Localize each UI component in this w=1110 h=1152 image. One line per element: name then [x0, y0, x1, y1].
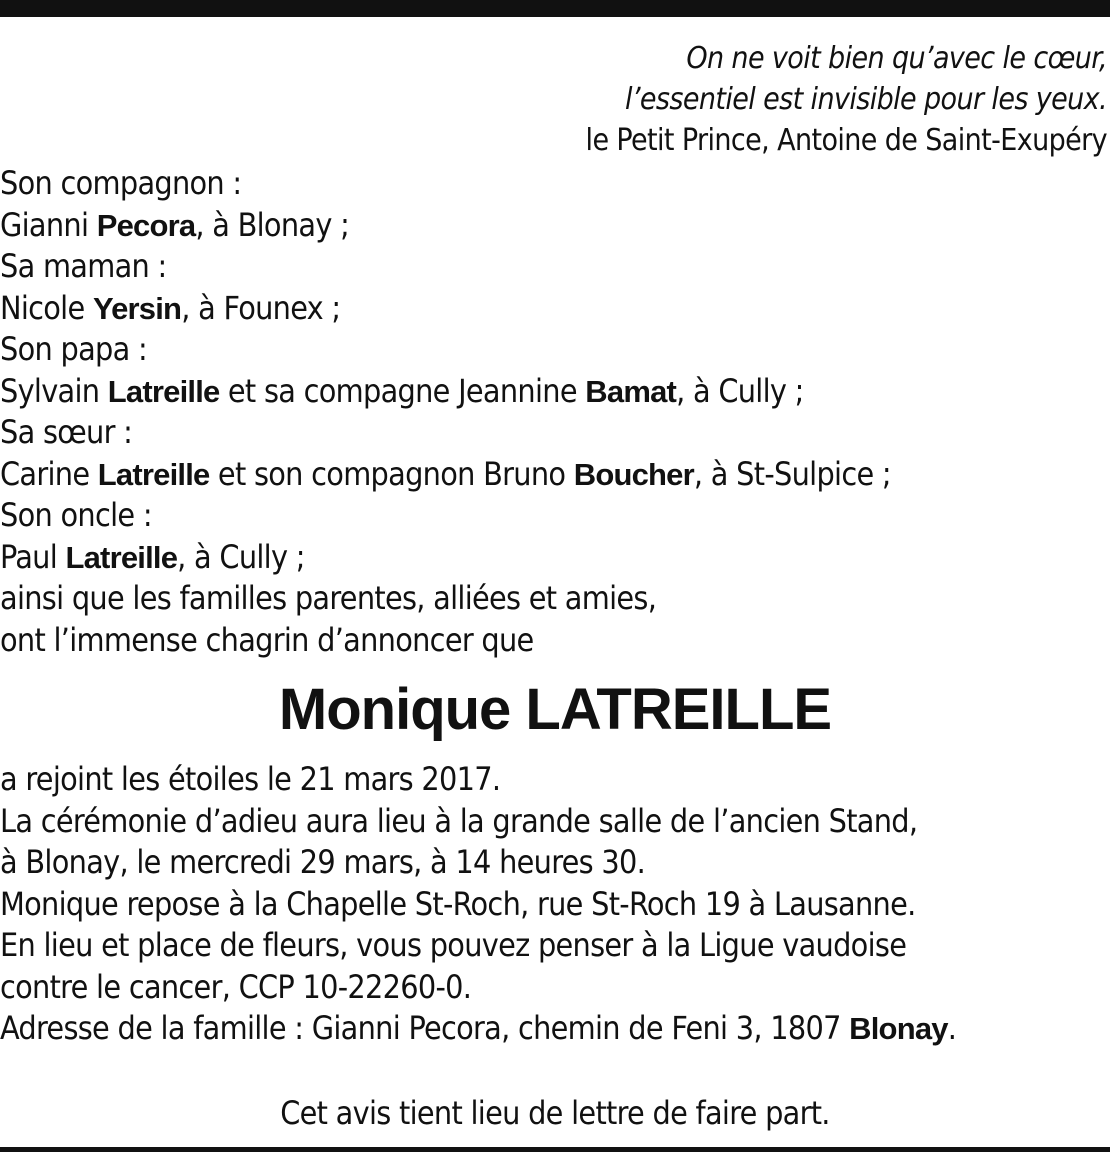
top-border-rule — [0, 0, 1110, 17]
bottom-border-rule — [0, 1147, 1110, 1152]
family-line — [0, 288, 1100, 330]
detail-line: Monique repose à la Chapelle St-Roch, rue St-Roch 19 à Lausanne. — [0, 884, 916, 923]
family-line — [0, 412, 1100, 454]
family-text: et sa compagne Jeannine — [219, 371, 586, 410]
footer-note: Cet avis tient lieu de lettre de faire part. — [280, 1094, 830, 1132]
family-surname: Pecora — [96, 207, 196, 243]
family-line — [0, 163, 1100, 205]
quote-line-2: l’essentiel est invisible pour les yeux. — [625, 82, 1107, 117]
epigraph-quote — [347, 38, 1107, 161]
address-text: Adresse de la famille : Gianni Pecora, chemin de Feni 3, 1807 — [0, 1009, 850, 1047]
family-text: , à Blonay ; — [195, 205, 350, 244]
family-text: Son oncle : — [0, 496, 152, 534]
family-surname: Latreille — [65, 539, 178, 575]
family-text: , à St-Sulpice ; — [693, 454, 891, 493]
family-line — [0, 620, 1100, 662]
family-line — [0, 454, 1100, 496]
family-text: Carine — [0, 454, 98, 493]
family-text: Sa maman : — [0, 247, 167, 285]
family-text: , à Cully ; — [177, 537, 305, 576]
family-text: , à Founex ; — [181, 288, 341, 327]
family-text: Son papa : — [0, 330, 147, 368]
family-text: Sylvain — [0, 371, 108, 410]
family-line — [0, 578, 1100, 620]
family-surname: Latreille — [97, 456, 210, 492]
family-text: Gianni — [0, 205, 97, 244]
address-town: Blonay — [849, 1011, 948, 1046]
family-line — [0, 329, 1100, 371]
family-surname: Bamat — [585, 373, 677, 409]
family-line — [0, 537, 1100, 579]
detail-line: En lieu et place de fleurs, vous pouvez penser à la Ligue vaudoise — [0, 926, 907, 964]
detail-line: La cérémonie d’adieu aura lieu à la grande salle de l’ancien Stand, — [0, 801, 918, 840]
family-text: Son compagnon : — [0, 164, 242, 202]
details-block — [0, 759, 1100, 1050]
family-surname: Yersin — [92, 290, 182, 326]
address-end: . — [947, 1009, 957, 1047]
family-surname: Boucher — [573, 456, 694, 492]
quote-line-1: On ne voit bien qu’avec le cœur, — [686, 41, 1107, 76]
family-text: ont l’immense chagrin d’annoncer que — [0, 620, 534, 659]
family-address-line — [0, 1008, 1100, 1050]
family-text: ainsi que les familles parentes, alliées et amies, — [0, 579, 657, 617]
detail-line: à Blonay, le mercredi 29 mars, à 14 heures 30. — [0, 843, 646, 881]
family-surname: Latreille — [107, 373, 220, 409]
detail-line: contre le cancer, CCP 10-22260-0. — [0, 967, 472, 1006]
family-line — [0, 246, 1100, 288]
family-text: et son compagnon Bruno — [209, 454, 574, 493]
family-text: , à Cully ; — [676, 371, 804, 410]
family-line — [0, 205, 1100, 247]
family-line — [0, 371, 1100, 413]
detail-line: a rejoint les étoiles le 21 mars 2017. — [0, 760, 501, 798]
family-list — [0, 163, 1100, 661]
deceased-name: Monique LATREILLE — [278, 677, 832, 742]
quote-source: le Petit Prince, Antoine de Saint-Exupéry — [585, 123, 1107, 158]
family-text: Nicole — [0, 288, 93, 327]
family-line — [0, 495, 1100, 537]
family-text: Paul — [0, 537, 66, 576]
family-text: Sa sœur : — [0, 413, 133, 451]
